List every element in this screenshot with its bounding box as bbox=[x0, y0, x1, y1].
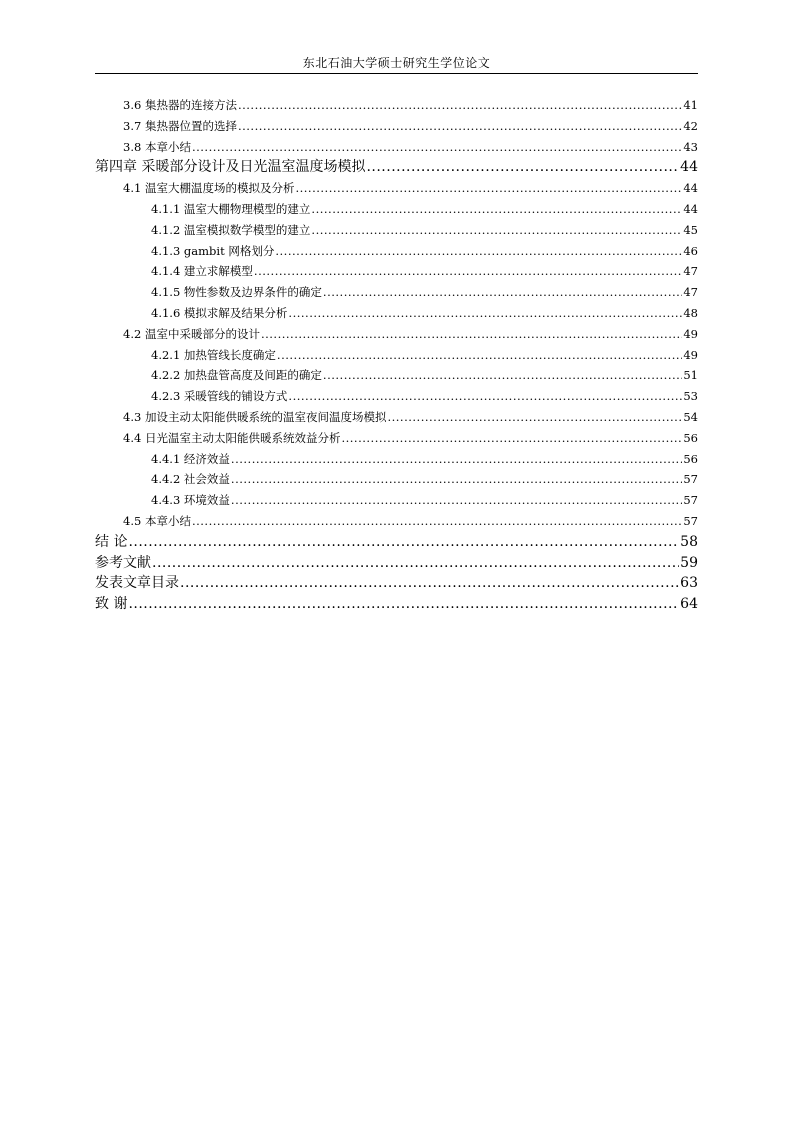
toc-entry-title: 4.1.1 温室大棚物理模型的建立 bbox=[151, 202, 311, 216]
toc-page-number: 49 bbox=[683, 347, 698, 362]
toc-entry[interactable] bbox=[151, 469, 698, 489]
toc-page-number: 45 bbox=[683, 222, 698, 237]
toc-page-number: 57 bbox=[683, 493, 698, 508]
toc-entry[interactable] bbox=[151, 386, 698, 406]
toc-entry[interactable] bbox=[123, 116, 698, 136]
toc-entry-title: 4.4.2 社会效益 bbox=[151, 472, 230, 487]
toc-dot-leader bbox=[192, 520, 682, 532]
toc-entry-title: 4.2.1 加热管线长度确定 bbox=[151, 347, 276, 362]
toc-dot-leader bbox=[238, 124, 682, 136]
toc-entry-title: 4.1.6 模拟求解及结果分析 bbox=[151, 306, 288, 320]
toc-dot-leader bbox=[231, 499, 682, 511]
toc-entry[interactable] bbox=[95, 532, 698, 552]
toc-entry-title: 3.7 集热器位置的选择 bbox=[123, 118, 237, 133]
toc-entry-title: 4.1.5 物性参数及边界条件的确定 bbox=[151, 285, 322, 300]
toc-dot-leader bbox=[192, 145, 682, 157]
toc-entry[interactable] bbox=[123, 137, 698, 157]
toc-entry[interactable] bbox=[95, 573, 698, 593]
toc-entry-title: 3.8 本章小结 bbox=[123, 139, 191, 154]
toc-entry[interactable] bbox=[123, 511, 698, 531]
toc-dot-leader bbox=[238, 104, 682, 116]
toc-entry[interactable] bbox=[151, 303, 698, 323]
toc-entry-title: 4.2.3 采暖管线的铺设方式 bbox=[151, 389, 288, 404]
toc-entry[interactable] bbox=[123, 178, 698, 198]
toc-entry-title: 4.2 温室中采暖部分的设计 bbox=[123, 326, 260, 341]
toc-dot-leader bbox=[323, 291, 682, 303]
toc-page-number: 59 bbox=[680, 554, 698, 571]
toc-dot-leader bbox=[275, 249, 682, 261]
toc-entry-title: 第四章 采暖部分设计及日光温室温度场模拟 bbox=[95, 159, 366, 176]
toc-page-number: 49 bbox=[683, 326, 698, 341]
toc-entry-title: 3.6 集热器的连接方法 bbox=[123, 98, 237, 112]
toc-page-number: 51 bbox=[683, 368, 698, 383]
toc-dot-leader bbox=[341, 436, 682, 448]
toc-page-number: 47 bbox=[683, 285, 698, 300]
toc-page-number: 44 bbox=[683, 181, 698, 196]
toc-entry-title: 4.2.2 加热盘管高度及间距的确定 bbox=[151, 368, 322, 383]
toc-entry[interactable] bbox=[151, 449, 698, 469]
toc-page-number: 44 bbox=[680, 159, 698, 176]
toc-entry[interactable] bbox=[151, 282, 698, 302]
toc-dot-leader bbox=[180, 579, 679, 593]
toc-page-number: 63 bbox=[680, 575, 698, 592]
toc-page-number: 42 bbox=[683, 118, 698, 133]
toc-dot-leader bbox=[277, 353, 682, 365]
toc-entry[interactable] bbox=[151, 345, 698, 365]
toc-entry-title: 4.4.1 经济效益 bbox=[151, 451, 230, 466]
toc-dot-leader bbox=[295, 187, 682, 199]
toc-dot-leader bbox=[254, 270, 682, 282]
toc-page-number: 56 bbox=[683, 430, 698, 445]
toc-page-number: 54 bbox=[683, 410, 698, 424]
toc-page-number: 53 bbox=[683, 389, 698, 404]
toc-entry[interactable] bbox=[151, 241, 698, 261]
toc-page-number: 64 bbox=[680, 596, 698, 613]
toc-entry[interactable] bbox=[123, 95, 698, 115]
toc-entry[interactable] bbox=[151, 199, 698, 219]
toc-page-number: 48 bbox=[683, 306, 698, 320]
toc-entry[interactable] bbox=[123, 324, 698, 344]
toc-dot-leader bbox=[231, 457, 682, 469]
toc-entry[interactable] bbox=[151, 365, 698, 385]
toc-entry-title: 4.4 日光温室主动太阳能供暖系统效益分析 bbox=[123, 430, 341, 445]
toc-dot-leader bbox=[261, 332, 682, 344]
toc-entry-title: 致 谢 bbox=[95, 596, 128, 613]
toc-page-number: 58 bbox=[680, 533, 698, 550]
toc-entry-title: 4.1 温室大棚温度场的模拟及分析 bbox=[123, 181, 295, 196]
toc-entry[interactable] bbox=[151, 490, 698, 510]
toc-entry-title: 4.1.3 gambit 网格划分 bbox=[151, 243, 275, 258]
toc-dot-leader bbox=[323, 374, 682, 386]
toc-entry[interactable] bbox=[95, 594, 698, 614]
running-header: 东北石油大学硕士研究生学位论文 bbox=[302, 56, 491, 70]
toc-dot-leader bbox=[128, 600, 679, 614]
toc-dot-leader bbox=[288, 395, 682, 407]
toc-entry[interactable] bbox=[123, 428, 698, 448]
toc-entry-title: 发表文章目录 bbox=[95, 575, 179, 592]
toc-dot-leader bbox=[387, 416, 682, 428]
toc-entry-title: 4.5 本章小结 bbox=[123, 514, 191, 528]
toc-dot-leader bbox=[288, 312, 682, 324]
toc-entry[interactable] bbox=[95, 553, 698, 573]
toc-entry-title: 4.1.4 建立求解模型 bbox=[151, 264, 253, 279]
toc-entry-title: 参考文献 bbox=[95, 554, 151, 571]
toc-dot-leader bbox=[311, 228, 682, 240]
toc-dot-leader bbox=[152, 559, 679, 573]
toc-dot-leader bbox=[366, 163, 679, 177]
toc-page-number: 57 bbox=[683, 472, 698, 487]
toc-entry-title: 结 论 bbox=[95, 533, 128, 550]
toc-entry-title: 4.1.2 温室模拟数学模型的建立 bbox=[151, 222, 311, 237]
toc-page-number: 46 bbox=[683, 243, 698, 258]
toc-page-number: 41 bbox=[683, 98, 698, 112]
toc-entry-title: 4.4.3 环境效益 bbox=[151, 493, 230, 508]
toc-entry[interactable] bbox=[151, 220, 698, 240]
toc-page-number: 57 bbox=[683, 514, 698, 528]
toc-page-number: 47 bbox=[683, 264, 698, 279]
toc-entry[interactable] bbox=[95, 157, 698, 177]
toc-dot-leader bbox=[231, 478, 682, 490]
toc-entry-title: 4.3 加设主动太阳能供暖系统的温室夜间温度场模拟 bbox=[123, 410, 387, 424]
toc-page-number: 43 bbox=[683, 139, 698, 154]
toc-dot-leader bbox=[311, 208, 682, 220]
toc-entry[interactable] bbox=[123, 407, 698, 427]
toc-page-number: 56 bbox=[683, 451, 698, 466]
toc-entry[interactable] bbox=[151, 261, 698, 281]
toc-page-number: 44 bbox=[683, 202, 698, 216]
header-divider bbox=[95, 73, 698, 74]
toc-dot-leader bbox=[128, 538, 679, 552]
